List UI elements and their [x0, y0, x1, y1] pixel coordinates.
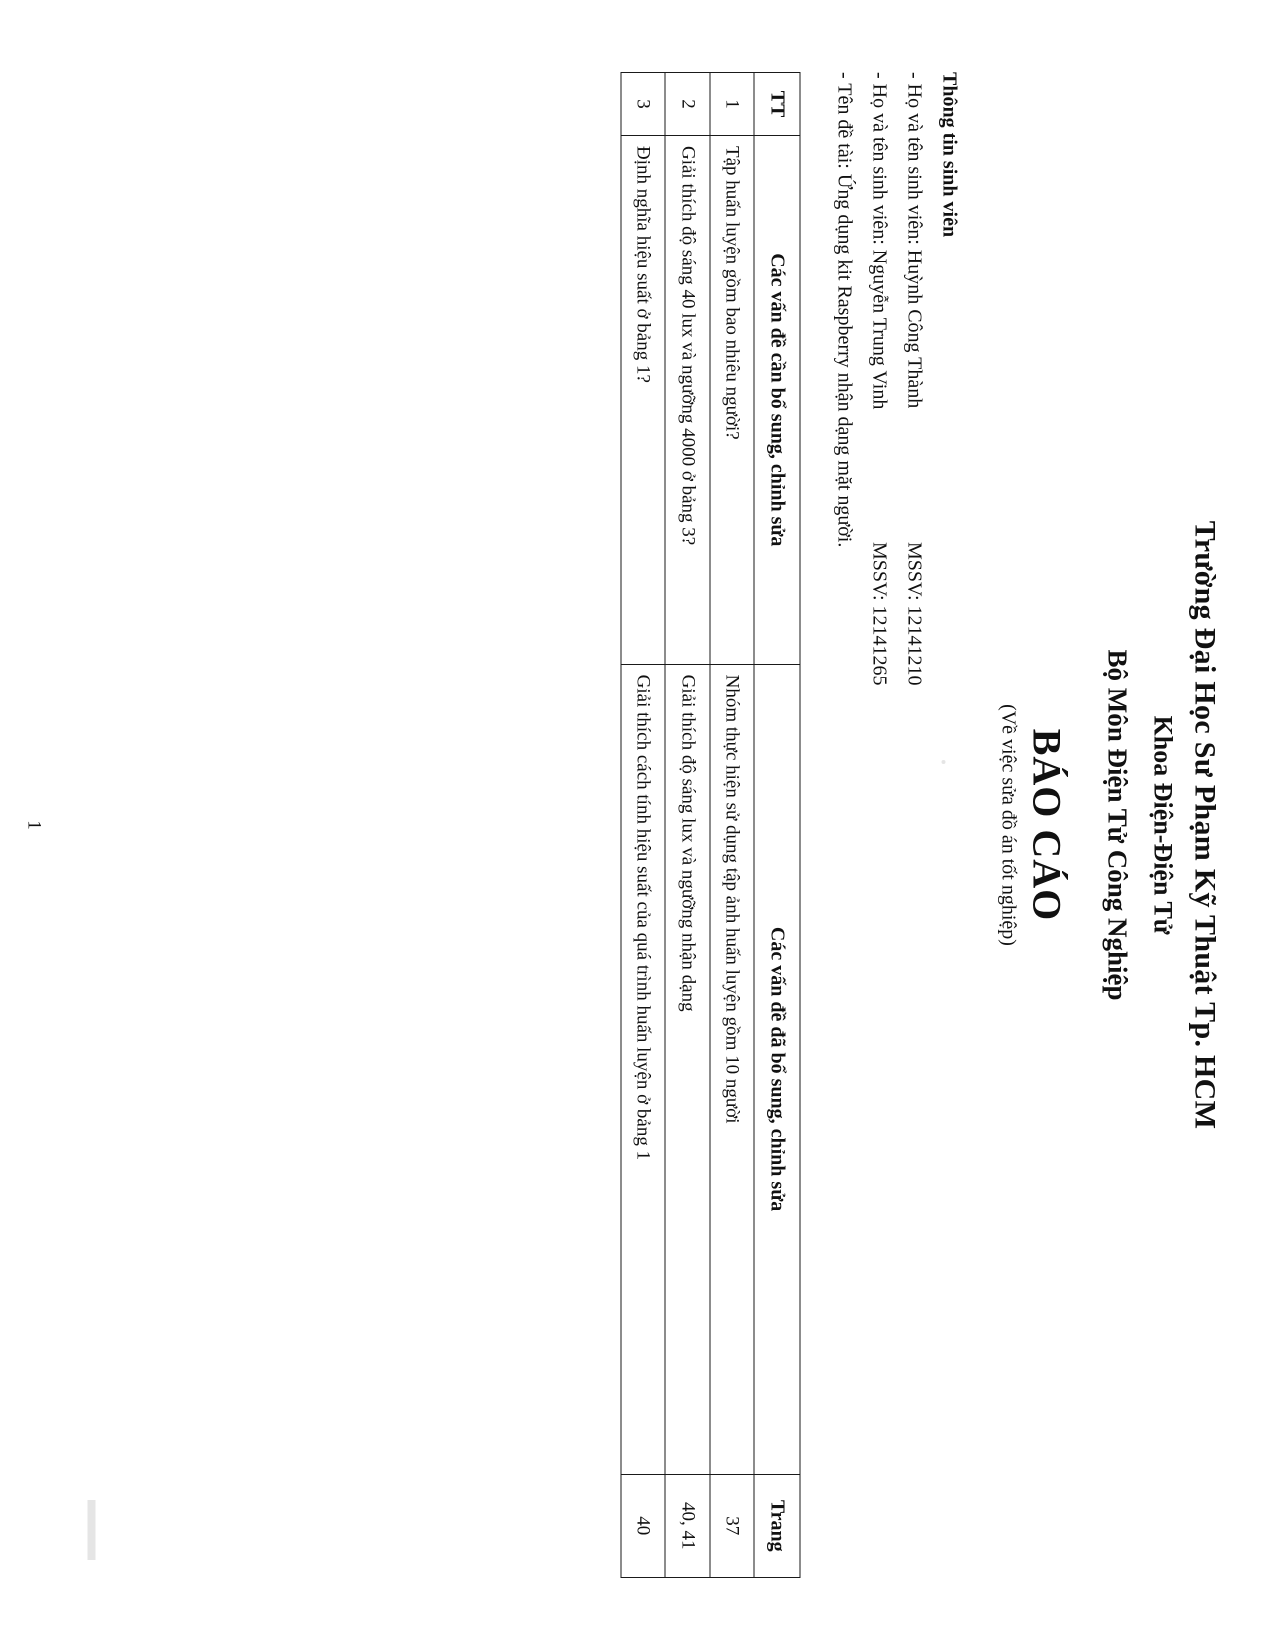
document-subtitle: (Về việc sửa đồ án tốt nghiệp): [997, 704, 1020, 946]
cell-page: 40: [620, 1474, 665, 1578]
student-id-1: MSSV: 12141210: [903, 542, 926, 686]
student-name-2: - Họ và tên sinh viên: Nguyễn Trung Vinh: [868, 72, 891, 410]
cell-tt: 2: [665, 73, 710, 136]
cell-tt: 3: [620, 73, 665, 136]
column-header-fixed: Các vấn đề đã bổ sung, chỉnh sửa: [754, 664, 800, 1474]
document-header: [1097, 72, 1228, 1578]
cell-fixed: Giải thích cách tính hiệu suất của quá trình huấn luyện ở bảng 1: [620, 664, 665, 1474]
thesis-title: - Tên đề tài: Ứng dụng kit Raspberry nhận dạng mặt người.: [833, 72, 856, 548]
cell-issue: Giải thích độ sáng 40 lux và ngưỡng 4000 ở bảng 3?: [665, 135, 710, 664]
document-title-block: [997, 72, 1071, 1578]
student-info-row: [827, 72, 862, 1578]
column-header-tt: TT: [754, 73, 800, 136]
column-header-page: Trang: [754, 1474, 800, 1578]
student-info-row: [862, 72, 897, 1578]
student-name-1: - Họ và tên sinh viên: Huỳnh Công Thành: [903, 72, 926, 409]
column-header-issues: Các vấn đề cần bổ sung, chỉnh sửa: [754, 135, 800, 664]
student-info-heading: Thông tin sinh viên: [938, 72, 961, 238]
faculty-name: Khoa Điện-Điện Tử: [1148, 715, 1177, 935]
page-number: 1: [23, 820, 44, 830]
cell-fixed: Nhóm thực hiện sử dụng tập ảnh huấn luyện gồm 10 người: [709, 664, 754, 1474]
scan-smudge: [87, 1500, 95, 1560]
scan-speck: [941, 760, 945, 764]
cell-issue: Tập huấn luyện gồm bao nhiêu người?: [709, 135, 754, 664]
cell-page: 40, 41: [665, 1474, 710, 1578]
university-name: Trường Đại Học Sư Phạm Kỹ Thuật Tp. HCM: [1188, 520, 1221, 1130]
cell-issue: Định nghĩa hiệu suất ở bảng 1?: [620, 135, 665, 664]
student-info-row: [897, 72, 932, 1578]
cell-tt: 1: [709, 73, 754, 136]
document-title: BÁO CÁO: [1024, 728, 1070, 922]
table-row: [709, 73, 754, 1578]
department-name: Bộ Môn Điện Tử Công Nghiệp: [1102, 649, 1132, 1001]
student-id-2: MSSV: 12141265: [868, 542, 891, 686]
cell-fixed: Giải thích độ sáng lux và ngưỡng nhận dạng: [665, 664, 710, 1474]
table-row: [665, 73, 710, 1578]
revision-table: [620, 72, 801, 1578]
table-row: [620, 73, 665, 1578]
student-info-section: [827, 72, 967, 1578]
cell-page: 37: [709, 1474, 754, 1578]
table-header-row: [754, 73, 800, 1578]
